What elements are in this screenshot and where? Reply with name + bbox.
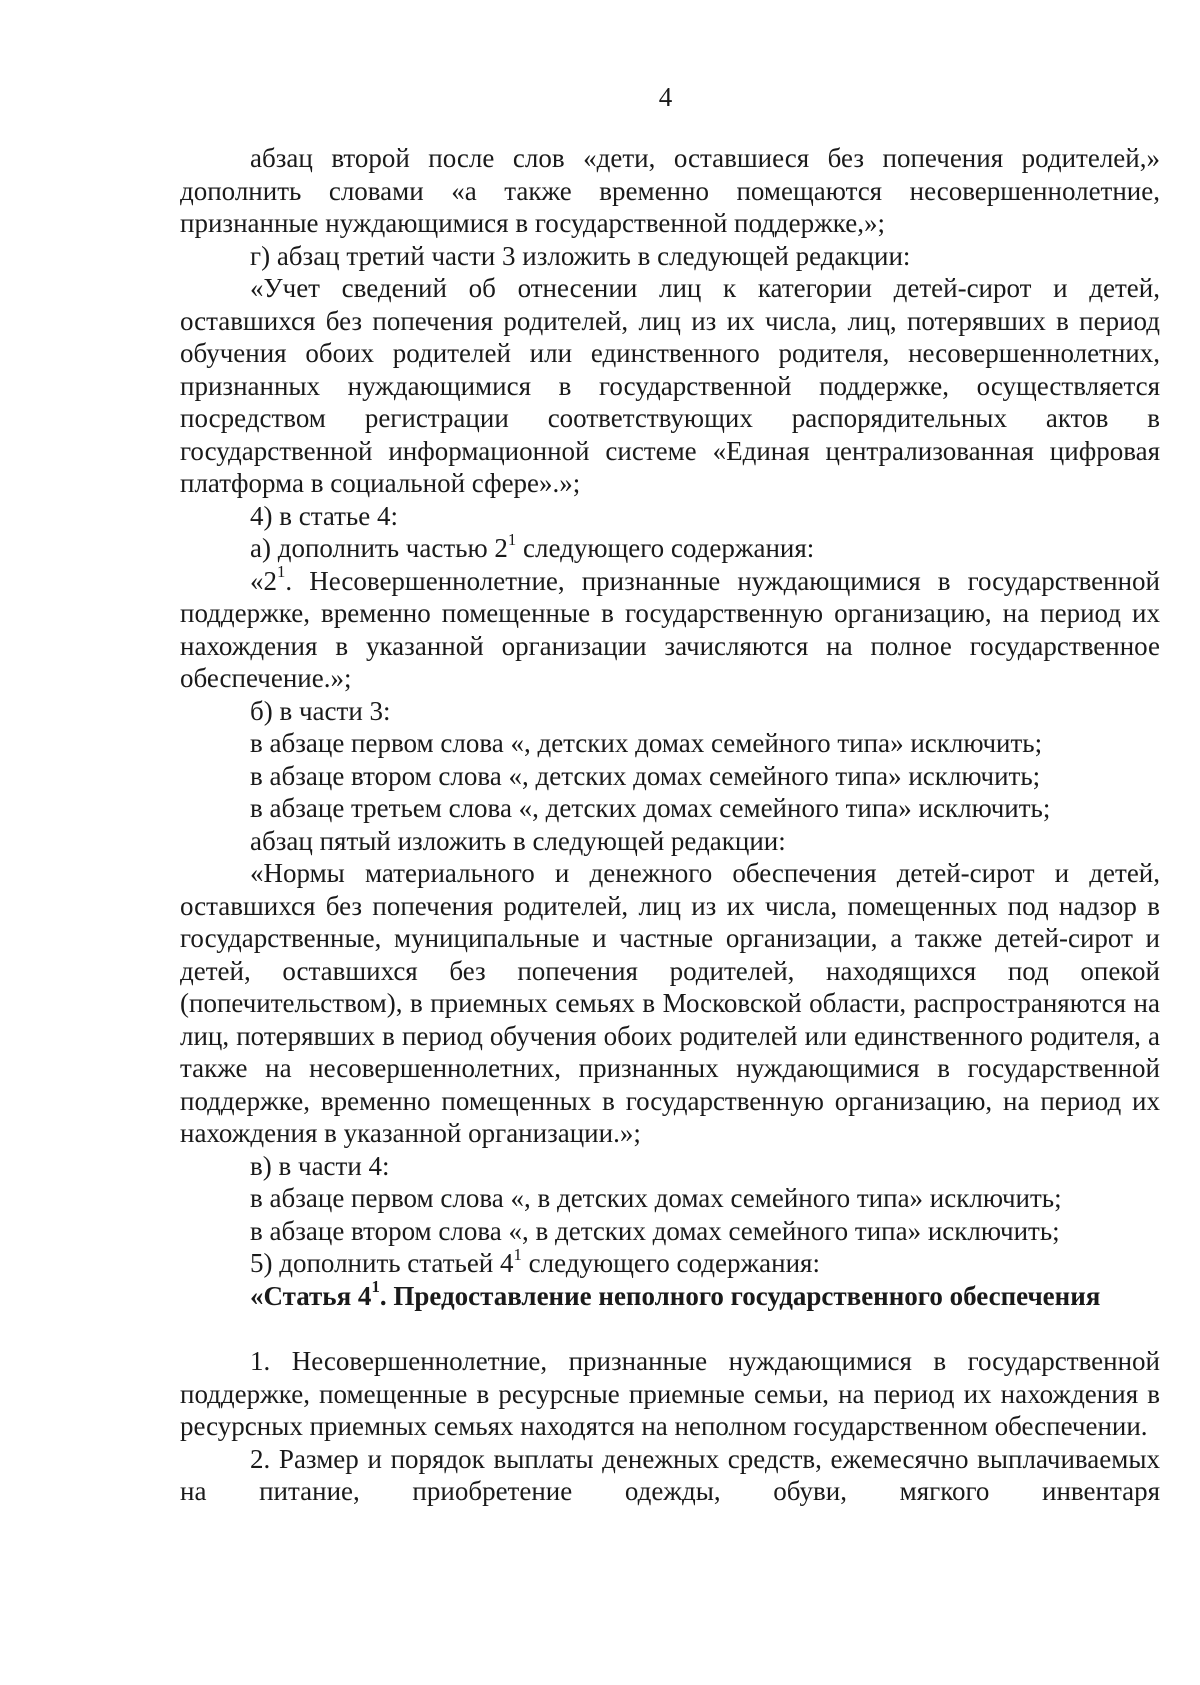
paragraph-item-a-text: а) дополнить частью 2: [250, 533, 508, 563]
paragraph-article-part-2: 2. Размер и порядок выплаты денежных средств, ежемесячно выплачиваемых на питание, приобретение одежды, обуви, мягкого инвентаря: [180, 1443, 1160, 1506]
paragraph-item-g: г) абзац третий части 3 изложить в следующей редакции:: [250, 240, 911, 271]
paragraph-item-5: [180, 1244, 1160, 1280]
paragraph-item-4: 4) в статье 4:: [250, 500, 398, 531]
paragraph-part-2-1: [180, 562, 1160, 695]
document-body: [180, 142, 1160, 1508]
paragraph-registry-wording: «Учет сведений об отнесении лиц к категории детей-сирот и детей, оставшихся без попечения родителей, лиц из их числа, лиц, потерявших в период обучения обоих родителей или единственного родителя, несовершеннолетних, признанных нуждающимися в государственной поддержке, осуществляется посредством регистрации соответствующих распорядительных актов в государственной информационной системе «Единая централизованная цифровая платформа в социальной сфере».»;: [180, 273, 1160, 498]
article-heading-start: «Статья 4: [250, 1280, 372, 1311]
paragraph-abzac-third: в абзаце третьем слова «, детских домах семейного типа» исключить;: [250, 793, 1051, 823]
paragraph-item-b: б) в части 3:: [250, 695, 391, 726]
page-number: 4: [658, 82, 673, 112]
article-heading: [180, 1277, 1160, 1313]
paragraph-abzac-fifth: абзац пятый изложить в следующей редакции:: [250, 825, 786, 856]
spacer: [180, 1312, 1160, 1345]
superscript-mark: 1: [507, 529, 517, 549]
superscript-mark: 1: [371, 1277, 380, 1296]
article-heading-title: . Предоставление неполного государственного обеспечения: [379, 1280, 1101, 1311]
paragraph-abzac-second: в абзаце втором слова «, детских домах семейного типа» исключить;: [250, 760, 1041, 791]
paragraph-item-5-text: 5) дополнить статьей 4: [250, 1248, 514, 1278]
paragraph-abzac-first: в абзаце первом слова «, детских домах семейного типа» исключить;: [250, 728, 1043, 758]
paragraph-amend-second-abzac: абзац второй после слов «дети, оставшиеся без попечения родителей,» дополнить словами «а также временно помещаются несовершеннолетние, признанные нуждающимися в государственной поддержке,»;: [180, 143, 1160, 238]
paragraph-item-a: [180, 529, 1160, 565]
paragraph-article-part-1: 1. Несовершеннолетние, признанные нуждающимися в государственной поддержке, помещенные в ресурсные приемные семьи, на период их нахождения в ресурсных приемных семьях находятся на неполном государственном обеспечении.: [180, 1346, 1160, 1441]
paragraph-part-2-1-start: «2: [250, 565, 277, 596]
paragraph-part-4-abzac-second: в абзаце втором слова «, в детских домах семейного типа» исключить;: [250, 1215, 1060, 1246]
paragraph-part-4-abzac-first: в абзаце первом слова «, в детских домах семейного типа» исключить;: [250, 1183, 1062, 1213]
paragraph-item-a-text-end: следующего содержания:: [516, 533, 815, 563]
superscript-mark: 1: [277, 562, 286, 581]
paragraph-item-5-text-end: следующего содержания:: [521, 1248, 820, 1278]
paragraph-part-2-1-text: . Несовершеннолетние, признанные нуждающимися в государственной поддержке, временно помещенные в государственную организацию, на период их нахождения в указанной организации зачисляются на полное государственное обеспечение.»;: [180, 565, 1160, 693]
paragraph-norms-wording: «Нормы материального и денежного обеспечения детей-сирот и детей, оставшихся без попечения родителей, лиц из их числа, помещенных под надзор в государственные, муниципальные и частные организации, а также детей-сирот и детей, оставшихся без попечения родителей, находящихся под опекой (попечительством), в приемных семьях в Московской области, распространяются на лиц, потерявших в период обучения обоих родителей или единственного родителя, а также на несовершеннолетних, признанных нуждающимися в государственной поддержке, временно помещенных в государственную организацию, на период их нахождения в указанной организации.»;: [180, 858, 1160, 1148]
superscript-mark: 1: [513, 1244, 522, 1264]
paragraph-item-v: в) в части 4:: [250, 1150, 390, 1181]
